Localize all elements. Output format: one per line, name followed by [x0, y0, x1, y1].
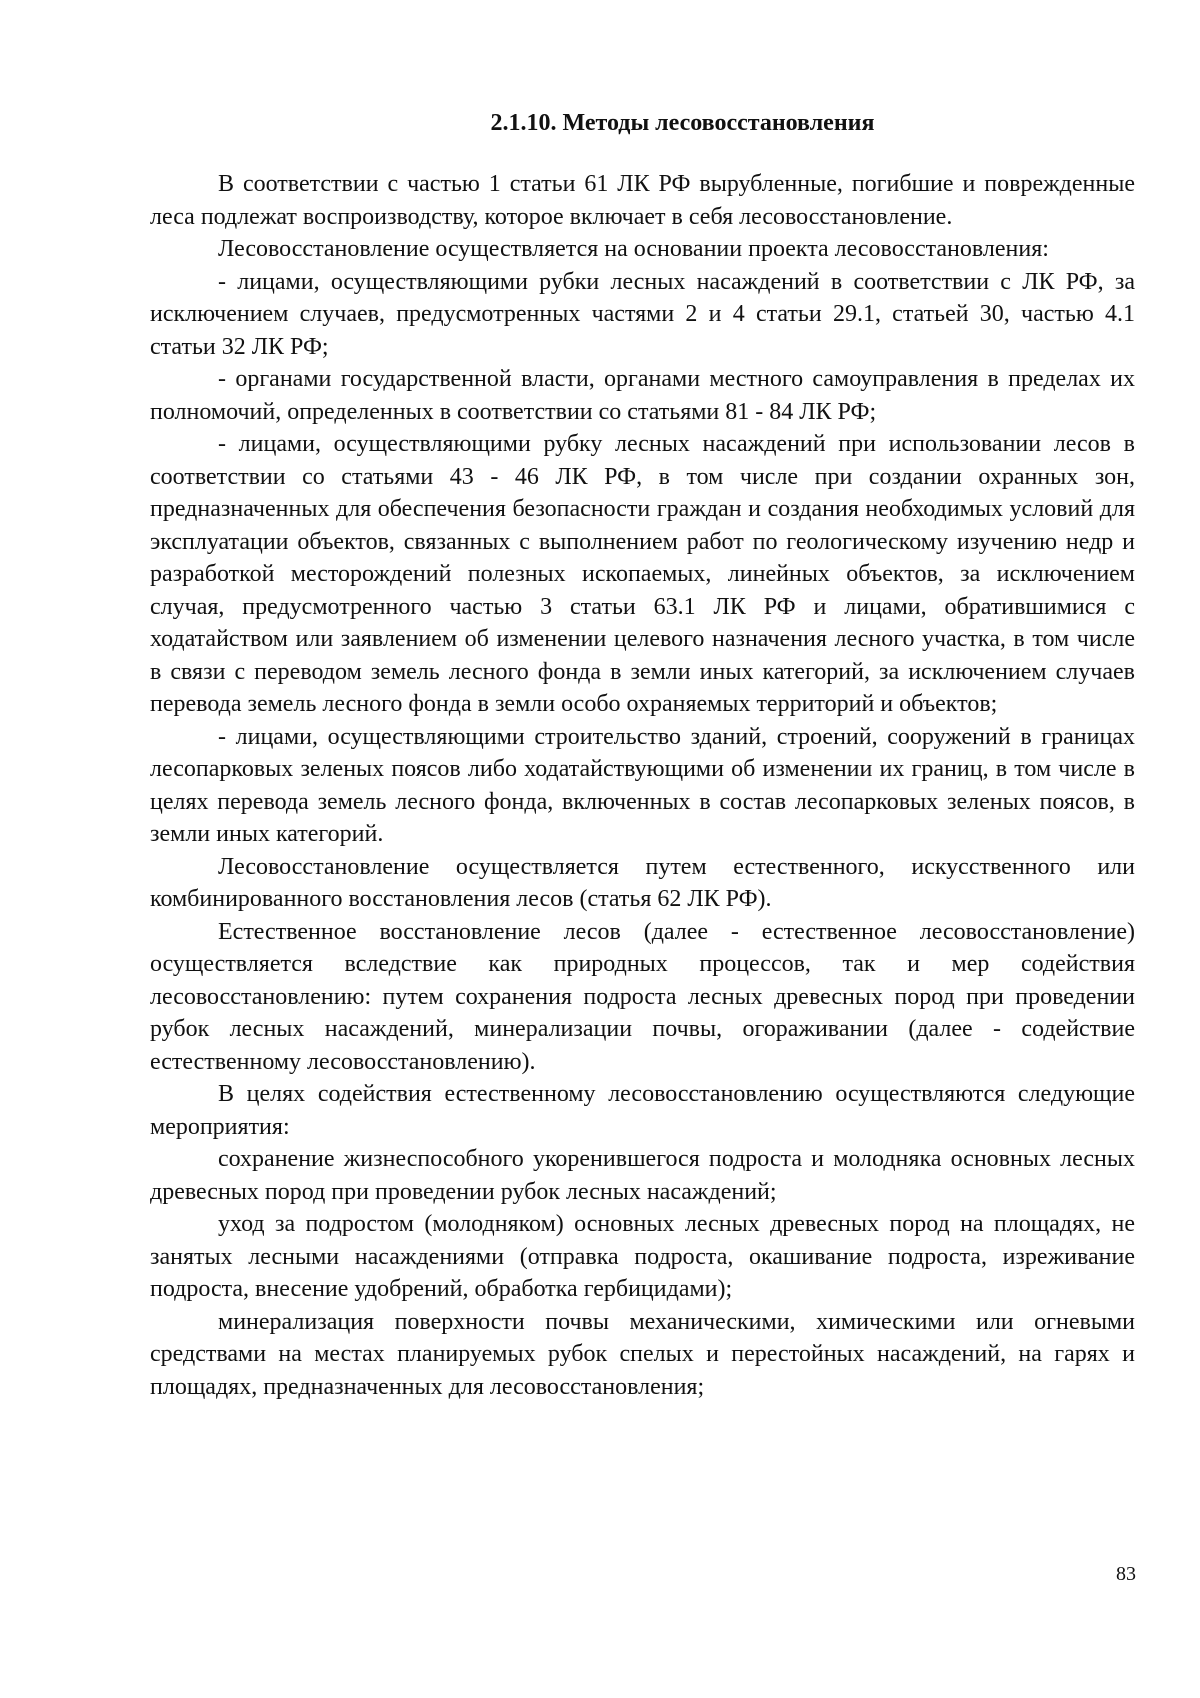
paragraph: В целях содействия естественному лесовосстановлению осуществляются следующие мероприятия: [150, 1081, 1135, 1140]
paragraph: - лицами, осуществляющими строительство зданий, строений, сооружений в границах лесопарковых зеленых поясов либо ходатайствующими об изменении их границ, в том числе в целях перевода земель лесного фонда, включенных в состав лесопарковых зеленых поясов, в земли иных категорий. [150, 723, 1135, 847]
paragraph: сохранение жизнеспособного укоренившегося подроста и молодняка основных лесных древесных пород при проведении рубок лесных насаждений; [150, 1146, 1135, 1205]
paragraph: - лицами, осуществляющими рубки лесных насаждений в соответствии с ЛК РФ, за исключением случаев, предусмотренных частями 2 и 4 статьи 29.1, статьей 30, частью 4.1 статьи 32 ЛК РФ; [150, 268, 1135, 360]
paragraph: - органами государственной власти, органами местного самоуправления в пределах их полномочий, определенных в соответствии со статьями 81 - 84 ЛК РФ; [150, 366, 1135, 425]
paragraph: В соответствии с частью 1 статьи 61 ЛК РФ вырубленные, погибшие и поврежденные леса подлежат воспроизводству, которое включает в себя лесовосстановление. [150, 171, 1135, 230]
paragraph: Лесовосстановление осуществляется на основании проекта лесовосстановления: [218, 236, 1049, 262]
section-title: 2.1.10. Методы лесовосстановления [490, 110, 875, 136]
paragraph: - лицами, осуществляющими рубку лесных насаждений при использовании лесов в соответствии со статьями 43 - 46 ЛК РФ, в том числе при создании охранных зон, предназначенных для обеспечения безопасности граждан и создания необходимых условий для эксплуатации объектов, связанных с выполнением работ по геологическому изучению недр и разработкой месторождений полезных ископаемых, линейных объектов, за исключением случая, предусмотренного частью 3 статьи 63.1 ЛК РФ и лицами, обратившимися с ходатайством или заявлением об изменении целевого назначения лесного участка, в том числе в связи с переводом земель лесного фонда в земли иных категорий, за исключением случаев перевода земель лесного фонда в земли особо охраняемых территорий и объектов; [150, 431, 1135, 717]
paragraph: уход за подростом (молодняком) основных лесных древесных пород на площадях, не занятых лесными насаждениями (отправка подроста, окашивание подроста, изреживание подроста, внесение удобрений, обработка гербицидами); [150, 1211, 1135, 1302]
page-number: 83 [1116, 1563, 1136, 1585]
paragraph: Естественное восстановление лесов (далее - естественное лесовосстановление) осуществляется вследствие как природных процессов, так и мер содействия лесовосстановлению: путем сохранения подроста лесных древесных пород при проведении рубок лесных насаждений, минерализации почвы, огораживании (далее - содействие естественному лесовосстановлению). [150, 918, 1135, 1075]
page-content [150, 108, 1135, 1403]
paragraph: Лесовосстановление осуществляется путем естественного, искусственного или комбинированного восстановления лесов (статья 62 ЛК РФ). [150, 853, 1135, 912]
paragraph: минерализация поверхности почвы механическими, химическими или огневыми средствами на местах планируемых рубок спелых и перестойных насаждений, на гарях и площадях, предназначенных для лесовосстановления; [150, 1308, 1135, 1400]
